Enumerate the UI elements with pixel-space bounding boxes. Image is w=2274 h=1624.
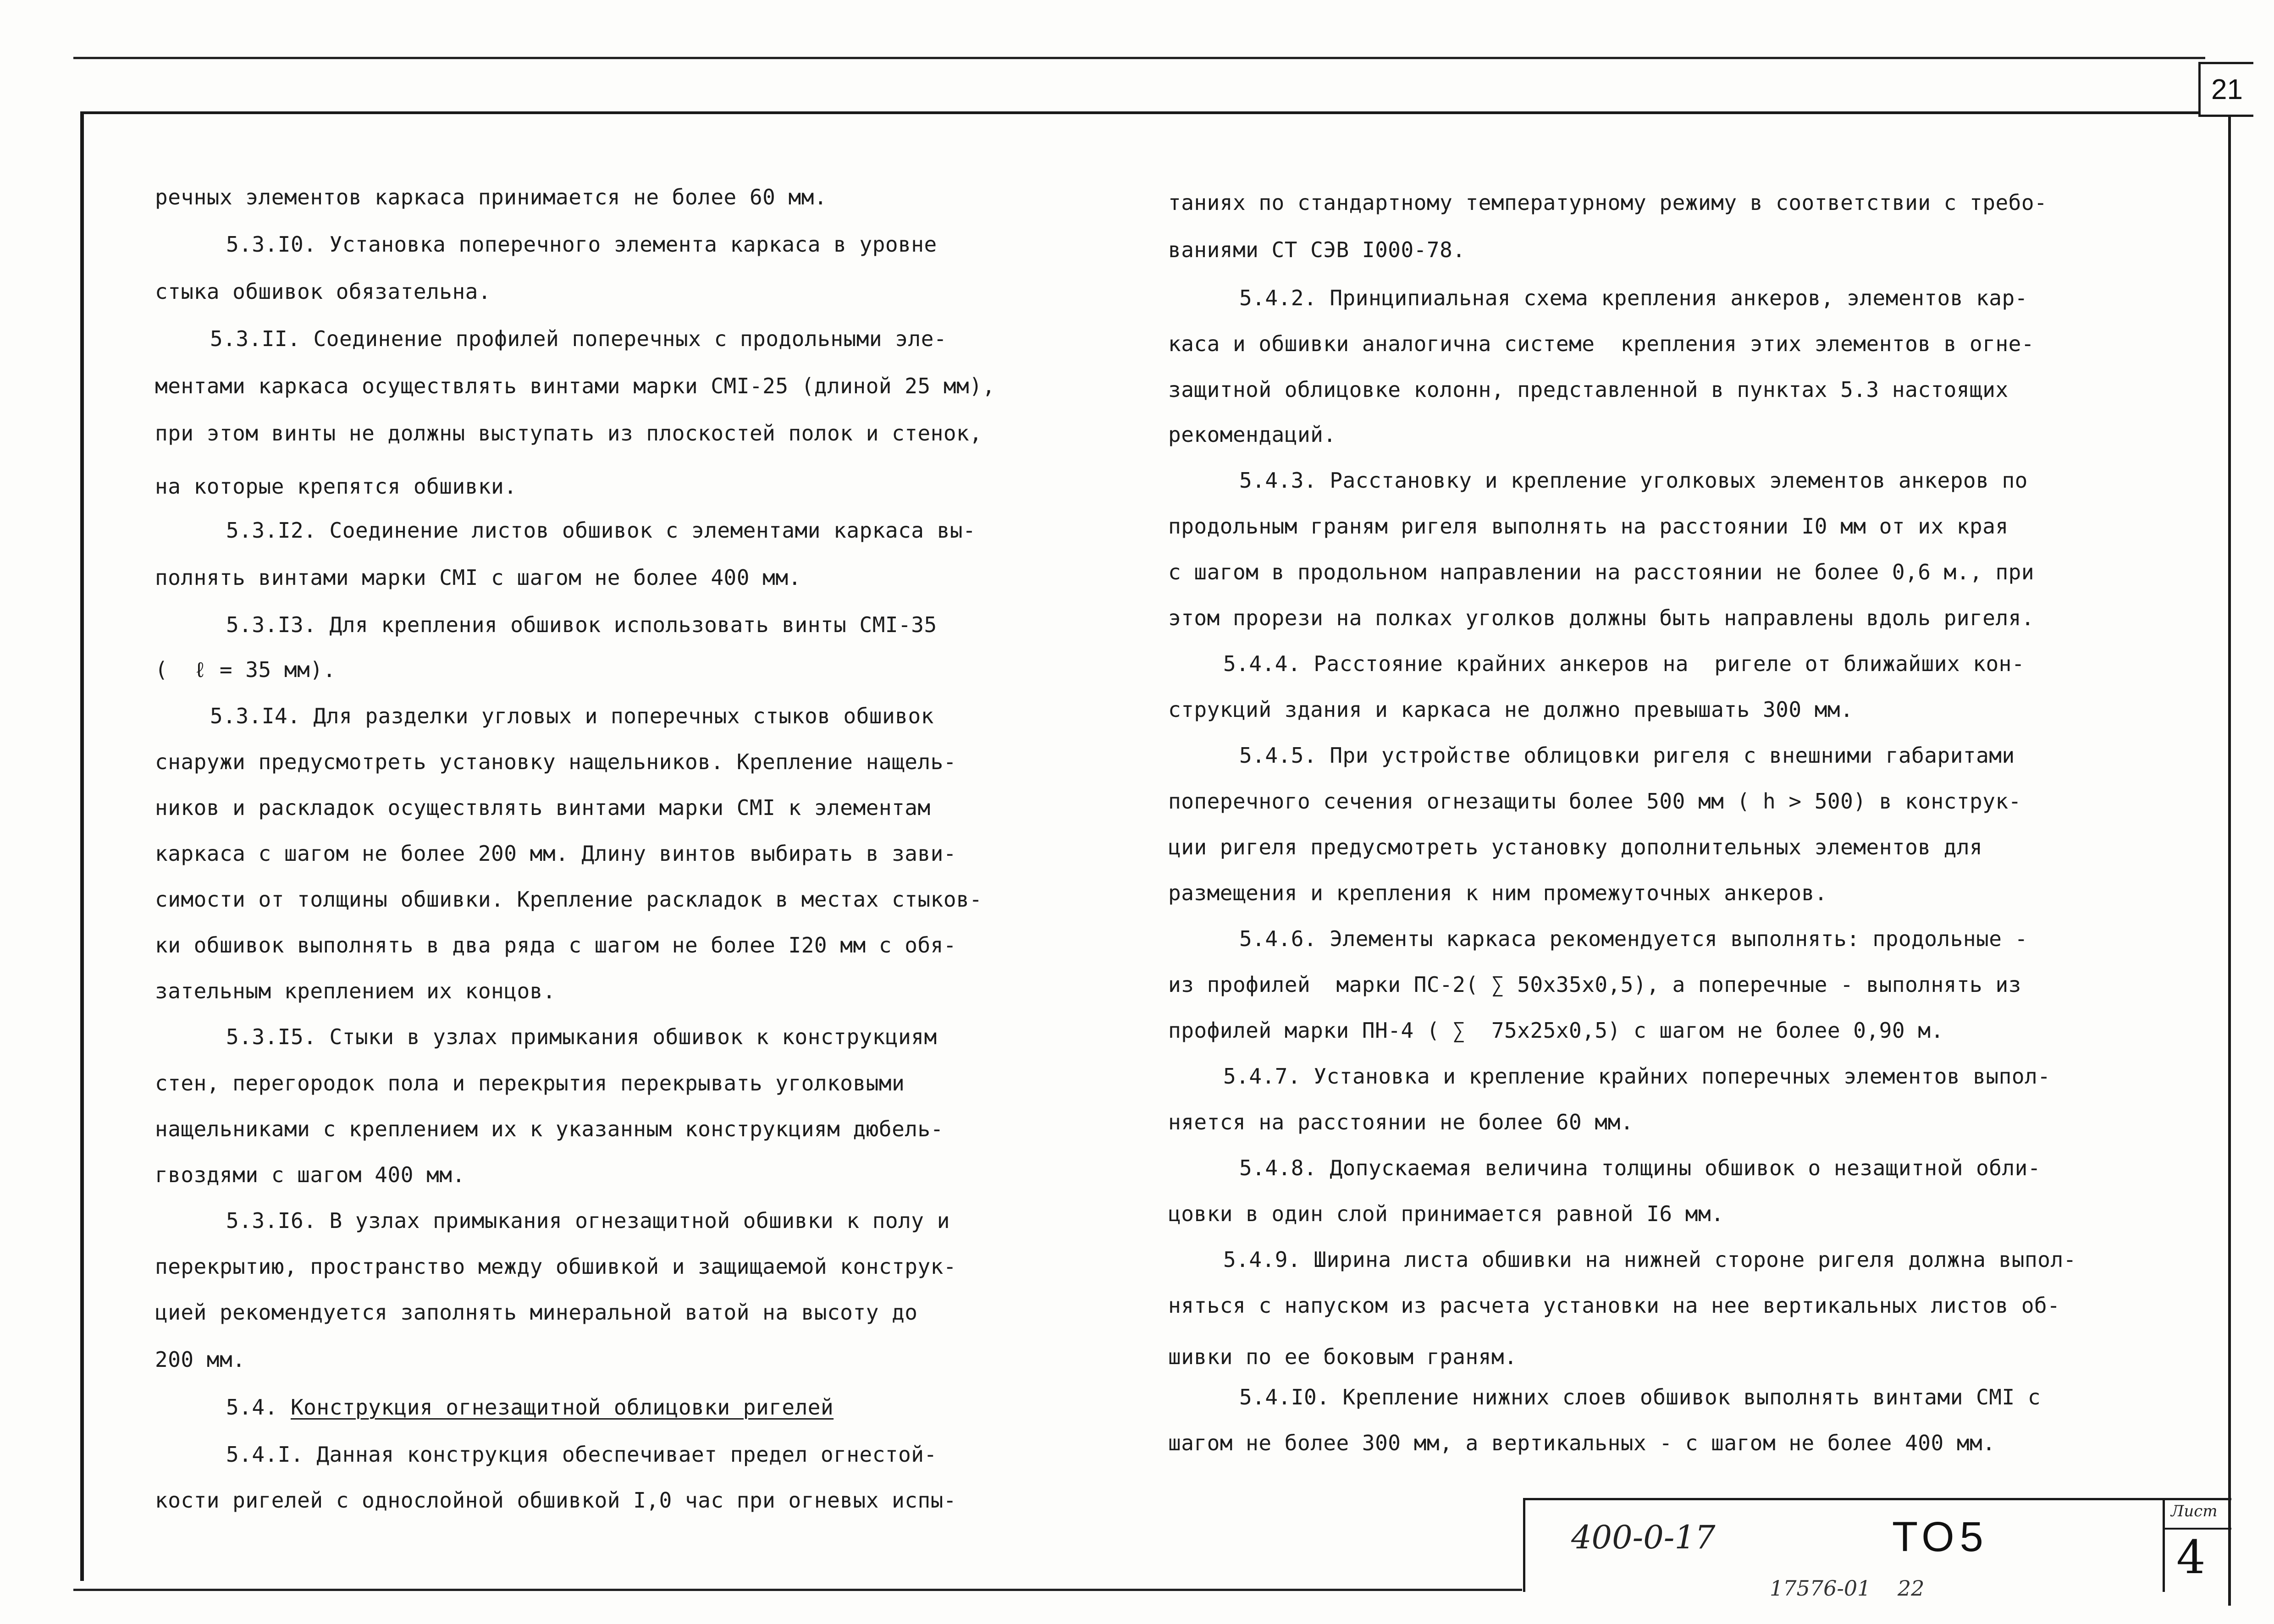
text-line: поперечного сечения огнезащиты более 500 мм ( h > 500) в конструк- xyxy=(1168,789,2021,814)
text-line: перекрытию, пространство между обшивкой и защищаемой конструк- xyxy=(155,1254,957,1279)
sheet-label: Лист xyxy=(2171,1502,2218,1520)
section-number: 5.4. xyxy=(226,1395,278,1420)
text-line: рекомендаций. xyxy=(1168,422,1336,447)
text-line: 5.4.6. Элементы каркаса рекомендуется выполнять: продольные - xyxy=(1239,926,2028,951)
text-line: полнять винтами марки СМI с шагом не более 400 мм. xyxy=(155,565,801,590)
text-line: 5.3.I5. Стыки в узлах примыкания обшивок к конструкциям xyxy=(226,1024,937,1049)
text-line: 5.4.3. Расстановку и крепление уголковых элементов анкеров по xyxy=(1239,468,2028,493)
text-line: нащельниками с креплением их к указанным конструкциям дюбель- xyxy=(155,1117,944,1141)
text-line: на которые крепятся обшивки. xyxy=(155,474,517,499)
section-title: Конструкция огнезащитной облицовки ригелей xyxy=(290,1395,834,1420)
document-designation: ТО5 xyxy=(1892,1514,1989,1560)
text-line: каркаса с шагом не более 200 мм. Длину винтов выбирать в зави- xyxy=(155,841,957,866)
text-line: размещения и крепления к ним промежуточных анкеров. xyxy=(1168,881,1827,905)
text-line: 5.3.I4. Для разделки угловых и поперечных стыков обшивок xyxy=(210,704,934,728)
document-code: 400-0-17 xyxy=(1571,1519,1716,1556)
text-line: струкций здания и каркаса не должно превышать 300 мм. xyxy=(1168,697,1854,722)
text-line: 5.4.8. Допускаемая величина толщины обшивок о незащитной обли- xyxy=(1239,1156,2041,1180)
text-line: 5.4.I. Данная конструкция обеспечивает предел огнестой- xyxy=(226,1442,937,1467)
text-line: цией рекомендуется заполнять минеральной ватой на высоту до xyxy=(155,1300,918,1325)
text-line: с шагом в продольном направлении на расстоянии не более 0,6 м., при xyxy=(1168,560,2035,584)
text-line: профилей марки ПН-4 ( ∑ 75x25x0,5) с шагом не более 0,90 м. xyxy=(1168,1018,1944,1043)
text-line: ников и раскладок осуществлять винтами марки СМI к элементам xyxy=(155,795,931,820)
text-line: шивки по ее боковым граням. xyxy=(1168,1344,1518,1369)
text-line: продольным граням ригеля выполнять на расстоянии I0 мм от их края xyxy=(1168,514,2009,539)
text-line: шагом не более 300 мм, а вертикальных - с шагом не более 400 мм. xyxy=(1168,1431,1996,1455)
text-line: 5.4.2. Принципиальная схема крепления анкеров, элементов кар- xyxy=(1239,286,2028,310)
left-column xyxy=(155,0,1086,1624)
title-block-divider xyxy=(2163,1500,2165,1592)
text-line: цовки в один слой принимается равной I6 мм. xyxy=(1168,1201,1724,1226)
frame-right-edge xyxy=(2228,111,2231,1606)
text-line: защитной облицовке колонн, представленной в пунктах 5.3 настоящих xyxy=(1168,377,2009,402)
sheet-number: 4 xyxy=(2176,1530,2206,1584)
text-line: ки обшивок выполнять в два ряда с шагом не более I20 мм с обя- xyxy=(155,933,957,958)
text-line: 5.4.5. При устройстве облицовки ригеля с внешними габаритами xyxy=(1239,743,2015,768)
text-line: 5.3.I2. Соединение листов обшивок с элементами каркаса вы- xyxy=(226,518,976,543)
text-line: няется на расстоянии не более 60 мм. xyxy=(1168,1110,1634,1134)
text-line: симости от толщины обшивки. Крепление раскладок в местах стыков- xyxy=(155,887,982,912)
section-heading xyxy=(226,1393,833,1421)
page-number: 21 xyxy=(2198,62,2253,117)
text-line: этом прорези на полках уголков должны быть направлены вдоль ригеля. xyxy=(1168,606,2035,630)
sheet-cell-divider xyxy=(2163,1528,2231,1530)
text-line: 5.4.I0. Крепление нижних слоев обшивок выполнять винтами СМI с xyxy=(1239,1385,2041,1409)
text-line: гвоздями с шагом 400 мм. xyxy=(155,1162,465,1187)
text-line: 5.4.7. Установка и крепление крайних поперечных элементов выпол- xyxy=(1223,1064,2051,1089)
text-line: 200 мм. xyxy=(155,1347,246,1372)
text-line: стыка обшивок обязательна. xyxy=(155,279,491,304)
text-line: няться с напуском из расчета установки на нее вертикальных листов об- xyxy=(1168,1293,2060,1318)
text-line: 5.3.I0. Установка поперечного элемента каркаса в уровне xyxy=(226,232,937,257)
text-line: кости ригелей с однослойной обшивкой I,0 час при огневых испы- xyxy=(155,1488,957,1513)
bottom-note: 17576-01 22 xyxy=(1770,1576,1925,1601)
text-line: 5.4.4. Расстояние крайних анкеров на ригеле от ближайших кон- xyxy=(1223,651,2025,676)
text-line: каса и обшивки аналогична системе крепления этих элементов в огне- xyxy=(1168,331,2035,356)
text-line: ваниями СТ СЭВ I000-78. xyxy=(1168,237,1466,262)
text-line: таниях по стандартному температурному режиму в соответствии с требо- xyxy=(1168,190,2048,215)
text-line: 5.3.I3. Для крепления обшивок использовать винты СМI-35 xyxy=(226,612,937,637)
text-line: 5.3.II. Соединение профилей поперечных с продольными эле- xyxy=(210,326,947,351)
text-line: речных элементов каркаса принимается не более 60 мм. xyxy=(155,185,828,209)
text-line: 5.4.9. Ширина листа обшивки на нижней стороне ригеля должна выпол- xyxy=(1223,1247,2076,1272)
text-line: из профилей марки ПС-2( ∑ 50x35x0,5), а поперечные - выполнять из xyxy=(1168,972,2021,997)
text-line: ции ригеля предусмотреть установку дополнительных элементов для xyxy=(1168,835,1983,859)
text-line: ( ℓ = 35 мм). xyxy=(155,657,336,682)
right-column xyxy=(1168,0,2177,1624)
bottom-rule xyxy=(73,1589,1522,1591)
text-line: снаружи предусмотреть установку нащельников. Крепление нащель- xyxy=(155,749,957,774)
text-line: стен, перегородок пола и перекрытия перекрывать уголковыми xyxy=(155,1071,905,1096)
text-line: при этом винты не должны выступать из плоскостей полок и стенок, xyxy=(155,421,982,446)
text-line: ментами каркаса осуществлять винтами марки СМI-25 (длиной 25 мм), xyxy=(155,374,995,398)
text-line: 5.3.I6. В узлах примыкания огнезащитной обшивки к полу и xyxy=(226,1208,950,1233)
text-line: зательным креплением их концов. xyxy=(155,979,556,1003)
